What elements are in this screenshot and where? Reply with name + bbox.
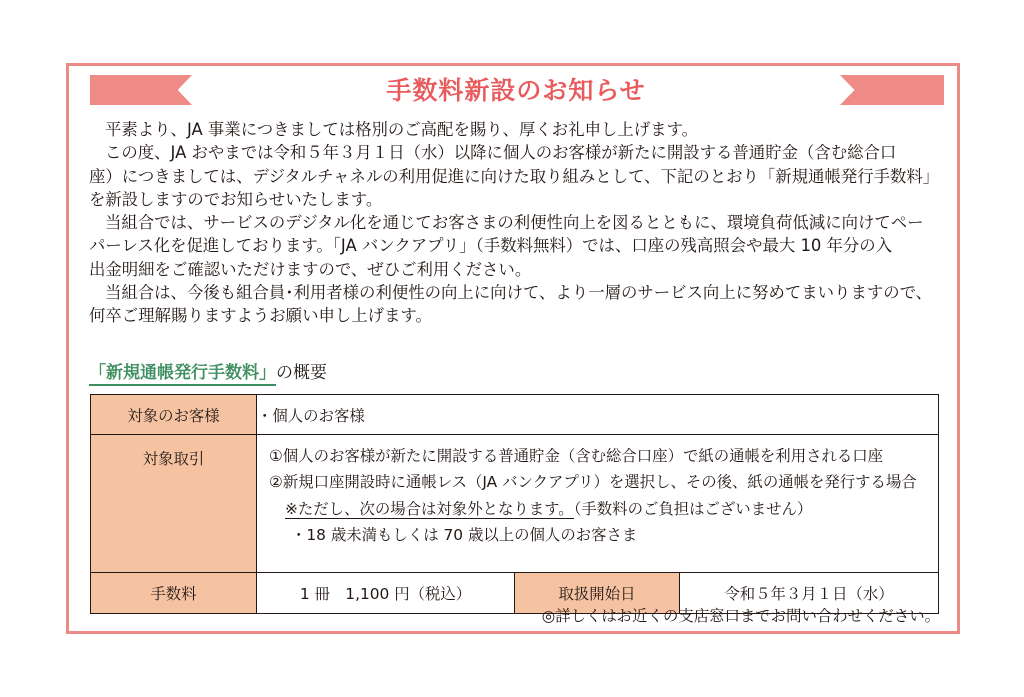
title-ribbon-left [90,75,192,105]
body-line: 当組合は、今後も組合員･利用者様の利便性の向上に向けて、より一層のサービス向上に努めてまいりますので、 [105,283,933,303]
exception-item: ・18 歳未満もしくは 70 歳以上の個人のお客さま [291,526,638,545]
title-ribbon-right [840,75,944,105]
table-row [91,395,939,435]
overview-heading-title: 「新規通帳発行手数料」 [89,363,276,386]
start-date-label: 取扱開始日 [515,573,680,614]
exception-note-paren: （手数料のご負担はございません） [573,499,813,518]
notice-body [89,118,949,328]
transaction-item: ①個人のお客様が新たに開設する普通貯金（含む総合口座）で紙の通帳を利用される口座 [269,447,884,465]
body-line: 座）につきましては、デジタルチャネルの利用促進に向けた取り組みとして、下記のとおり「新規通帳発行手数料」 [89,166,940,186]
exception-note [269,496,938,522]
exception-note-main: ※ただし、次の場合は対象外となります。 [285,499,574,518]
body-line: 当組合では、サービスのデジタル化を通じてお客さまの利便性向上を図るとともに、環境負荷低減に向けてペー [105,213,924,233]
body-line: を新設しますのでお知らせいたします。 [89,189,383,209]
body-line: 何卒ご理解賜りますようお願い申し上げます。 [89,306,432,326]
target-transaction-value [257,435,939,573]
target-transaction-label: 対象取引 [91,435,257,573]
overview-heading-suffix: の概要 [276,363,327,383]
body-line: この度、JA おやまでは令和５年３月１日（水）以降に個人のお客様が新たに開設する普通貯金（含む総合口 [105,143,897,163]
body-line: 平素より、JA 事業につきましては格別のご高配を賜り、厚くお礼申し上げます。 [105,120,698,139]
footer-note: ◎詳しくはお近くの支店窓口までお問い合わせください。 [541,607,940,625]
table-row [91,435,939,573]
body-line: 出金明細をご確認いただけますので、ぜひご利用ください。 [89,259,532,279]
start-date-value: 令和５年３月１日（水） [680,573,939,614]
target-customer-label: 対象のお客様 [91,395,257,435]
notice-title: 手数料新設のお知らせ [386,76,646,105]
fee-overview-table [90,394,939,614]
target-customer-value: ・個人のお客様 [257,395,939,435]
body-line: パーレス化を促進しております。「JA バンクアプリ」（手数料無料）では、口座の残高照会や最大 10 年分の入 [89,236,893,256]
fee-value: 1 冊 1,100 円（税込） [257,573,515,614]
overview-heading [89,361,327,387]
transaction-item: ②新規口座開設時に通帳レス（JA バンクアプリ）を選択し、その後、紙の通帳を発行する場合 [269,473,917,492]
fee-label: 手数料 [91,573,257,614]
